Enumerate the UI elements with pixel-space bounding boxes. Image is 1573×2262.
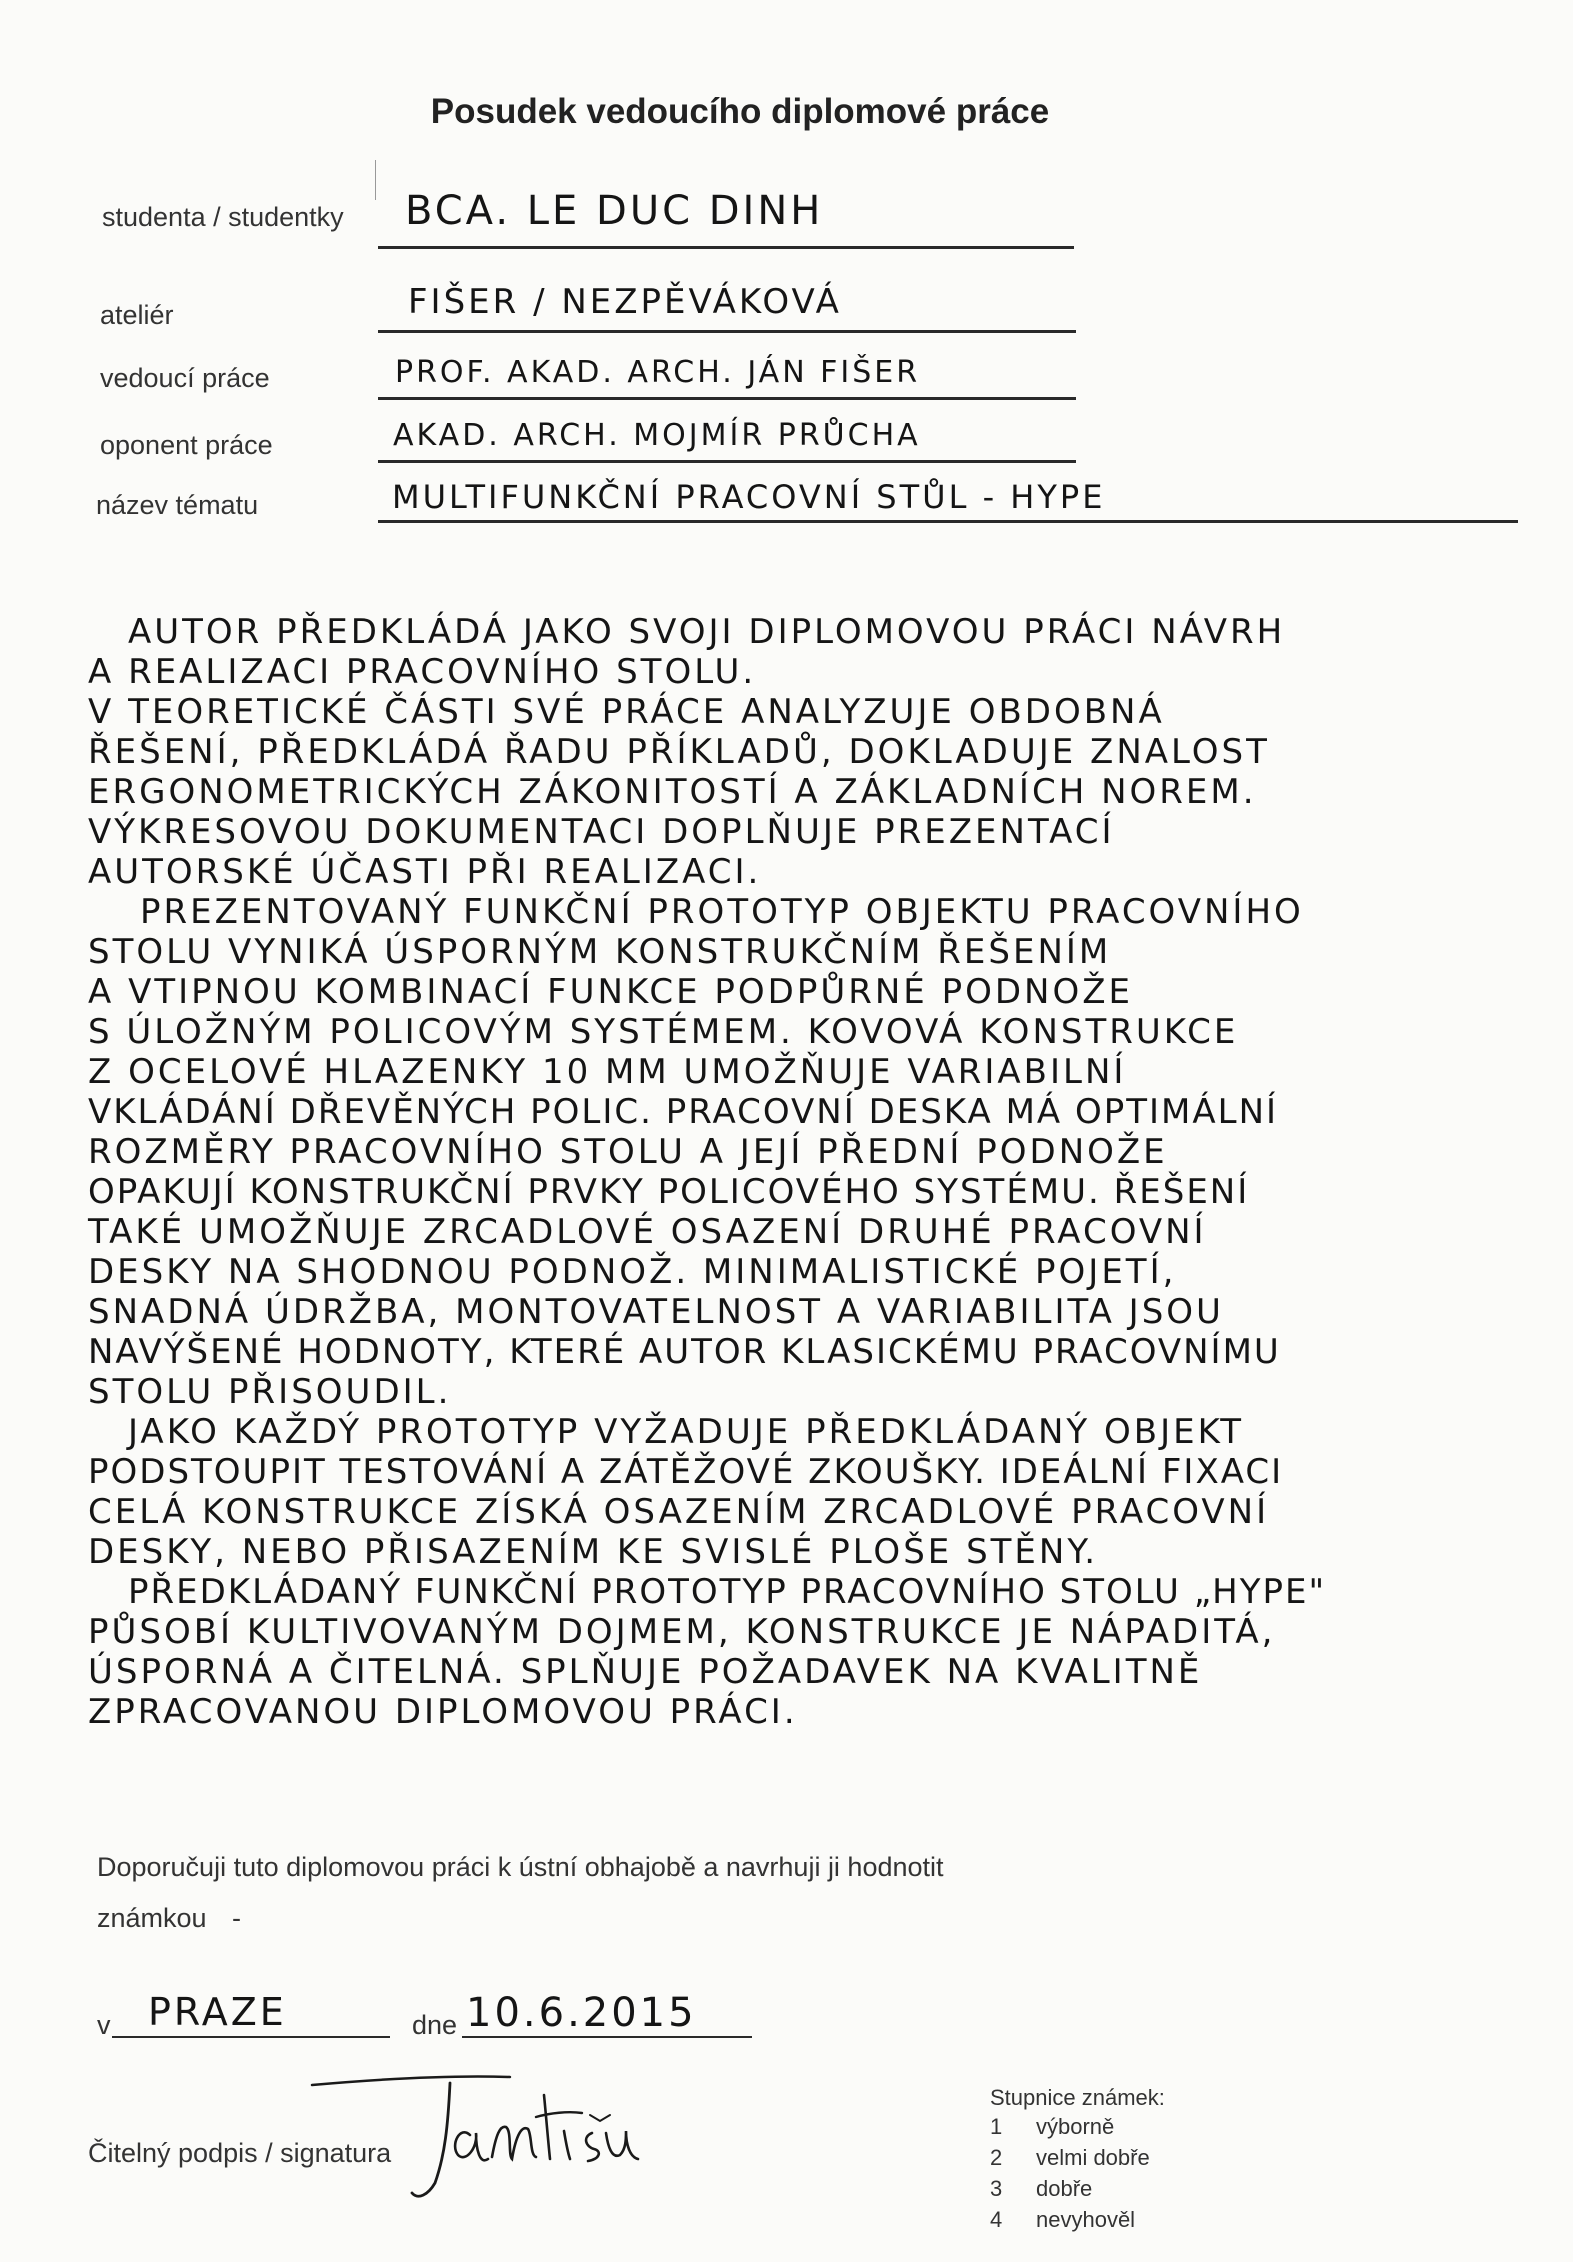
review-line: VKLÁDÁNÍ DŘEVĚNÝCH POLIC. PRACOVNÍ DESKA MÁ OPTIMÁLNÍ xyxy=(88,1092,1279,1132)
review-line: TAKÉ UMOŽŇUJE ZRCADLOVÉ OSAZENÍ DRUHÉ PRACOVNÍ xyxy=(88,1212,1207,1252)
field-value-atelier: FIŠER / NEZPĚVÁKOVÁ xyxy=(408,282,842,322)
review-line: DESKY NA SHODNOU PODNOŽ. MINIMALISTICKÉ POJETÍ, xyxy=(88,1252,1177,1292)
review-line: AUTOR PŘEDKLÁDÁ JAKO SVOJI DIPLOMOVOU PRÁCI NÁVRH xyxy=(128,612,1286,652)
review-line: V TEORETICKÉ ČÁSTI SVÉ PRÁCE ANALYZUJE OBDOBNÁ xyxy=(88,692,1165,732)
review-line: Z OCELOVÉ HLAZENKY 10 MM UMOŽŇUJE VARIABILNÍ xyxy=(88,1052,1127,1092)
place-prefix: v xyxy=(97,2010,111,2040)
field-value-opponent: AKAD. ARCH. MOJMÍR PRŮCHA xyxy=(393,418,921,453)
review-line: PODSTOUPIT TESTOVÁNÍ A ZÁTĚŽOVÉ ZKOUŠKY. IDEÁLNÍ FIXACI xyxy=(88,1452,1284,1492)
review-line: ÚSPORNÁ A ČITELNÁ. SPLŇUJE POŽADAVEK NA KVALITNĚ xyxy=(88,1652,1203,1692)
review-line: PŘEDKLÁDANÝ FUNKČNÍ PROTOTYP PRACOVNÍHO STOLU „HYPE" xyxy=(128,1572,1327,1612)
review-line: STOLU PŘISOUDIL. xyxy=(88,1372,452,1412)
review-line: A REALIZACI PRACOVNÍHO STOLU. xyxy=(88,652,757,692)
grade-number: 2 xyxy=(990,2145,1003,2170)
field-underline-student xyxy=(378,246,1074,249)
place-underline xyxy=(112,2036,390,2038)
review-line: STOLU VYNIKÁ ÚSPORNÝM KONSTRUKČNÍM ŘEŠENÍM xyxy=(88,932,1112,972)
field-underline-topic xyxy=(378,520,1518,523)
field-underline-supervisor xyxy=(378,397,1076,400)
date-prefix: dne xyxy=(412,2010,458,2040)
review-line: AUTORSKÉ ÚČASTI PŘI REALIZACI. xyxy=(88,852,762,892)
review-line: VÝKRESOVOU DOKUMENTACI DOPLŇUJE PREZENTACÍ xyxy=(88,812,1115,852)
grade-name: výborně xyxy=(1036,2114,1115,2139)
field-underline-atelier xyxy=(378,330,1076,333)
grade-value: - xyxy=(232,1903,241,1933)
field-value-supervisor: PROF. AKAD. ARCH. JÁN FIŠER xyxy=(395,355,921,390)
field-label-supervisor: vedoucí práce xyxy=(100,363,270,393)
review-line: DESKY, NEBO PŘISAZENÍM KE SVISLÉ PLOŠE STĚNY. xyxy=(88,1532,1099,1572)
document-title: Posudek vedoucího diplomové práce xyxy=(430,92,1050,131)
grade-number: 1 xyxy=(990,2114,1003,2139)
review-line: OPAKUJÍ KONSTRUKČNÍ PRVKY POLICOVÉHO SYSTÉMU. ŘEŠENÍ xyxy=(88,1172,1250,1212)
grading-scale-title: Stupnice známek: xyxy=(990,2085,1165,2110)
review-line: PŮSOBÍ KULTIVOVANÝM DOJMEM, KONSTRUKCE JE NÁPADITÁ, xyxy=(88,1612,1276,1652)
field-value-topic: MULTIFUNKČNÍ PRACOVNÍ STŮL - HYPE xyxy=(392,478,1106,516)
field-label-atelier: ateliér xyxy=(100,300,174,330)
field-underline-opponent xyxy=(378,460,1076,463)
review-line: PREZENTOVANÝ FUNKČNÍ PROTOTYP OBJEKTU PRACOVNÍHO xyxy=(140,892,1304,932)
date-underline xyxy=(462,2036,752,2038)
grade-number: 3 xyxy=(990,2176,1003,2201)
field-value-student: BCA. LE DUC DINH xyxy=(405,188,824,234)
grade-name: nevyhověl xyxy=(1036,2207,1136,2232)
review-line: ROZMĚRY PRACOVNÍHO STOLU A JEJÍ PŘEDNÍ PODNOŽE xyxy=(88,1132,1168,1172)
grade-name: velmi dobře xyxy=(1036,2145,1150,2170)
review-line: A VTIPNOU KOMBINACÍ FUNKCE PODPŮRNÉ PODNOŽE xyxy=(88,972,1134,1012)
grade-label: známkou xyxy=(97,1903,207,1933)
place-value: PRAZE xyxy=(148,1990,287,2034)
field-label-opponent: oponent práce xyxy=(100,430,273,460)
field-label-topic: název tématu xyxy=(96,490,259,520)
review-line: NAVÝŠENÉ HODNOTY, KTERÉ AUTOR KLASICKÉMU PRACOVNÍMU xyxy=(88,1332,1281,1372)
recommendation-text: Doporučuji tuto diplomovou práci k ústní obhajobě a navrhuji ji hodnotit xyxy=(97,1852,944,1882)
review-line: JAKO KAŽDÝ PROTOTYP VYŽADUJE PŘEDKLÁDANÝ OBJEKT xyxy=(128,1412,1245,1452)
review-line: S ÚLOŽNÝM POLICOVÝM SYSTÉMEM. KOVOVÁ KONSTRUKCE xyxy=(88,1012,1239,1052)
review-line: ZPRACOVANOU DIPLOMOVOU PRÁCI. xyxy=(88,1692,798,1732)
header-divider-tick xyxy=(375,160,376,200)
review-line: SNADNÁ ÚDRŽBA, MONTOVATELNOST A VARIABILITA JSOU xyxy=(88,1292,1224,1332)
review-line: ŘEŠENÍ, PŘEDKLÁDÁ ŘADU PŘÍKLADŮ, DOKLADUJE ZNALOST xyxy=(88,732,1270,772)
review-line: ERGONOMETRICKÝCH ZÁKONITOSTÍ A ZÁKLADNÍCH NOREM. xyxy=(88,772,1257,812)
review-line: CELÁ KONSTRUKCE ZÍSKÁ OSAZENÍM ZRCADLOVÉ PRACOVNÍ xyxy=(88,1492,1270,1532)
date-value: 10.6.2015 xyxy=(466,1990,697,2036)
handwritten-signature xyxy=(300,2055,680,2205)
signature-label: Čitelný podpis / signatura xyxy=(88,2138,392,2168)
grade-number: 4 xyxy=(990,2207,1003,2232)
grade-name: dobře xyxy=(1036,2176,1093,2201)
field-label-student: studenta / studentky xyxy=(102,202,344,232)
